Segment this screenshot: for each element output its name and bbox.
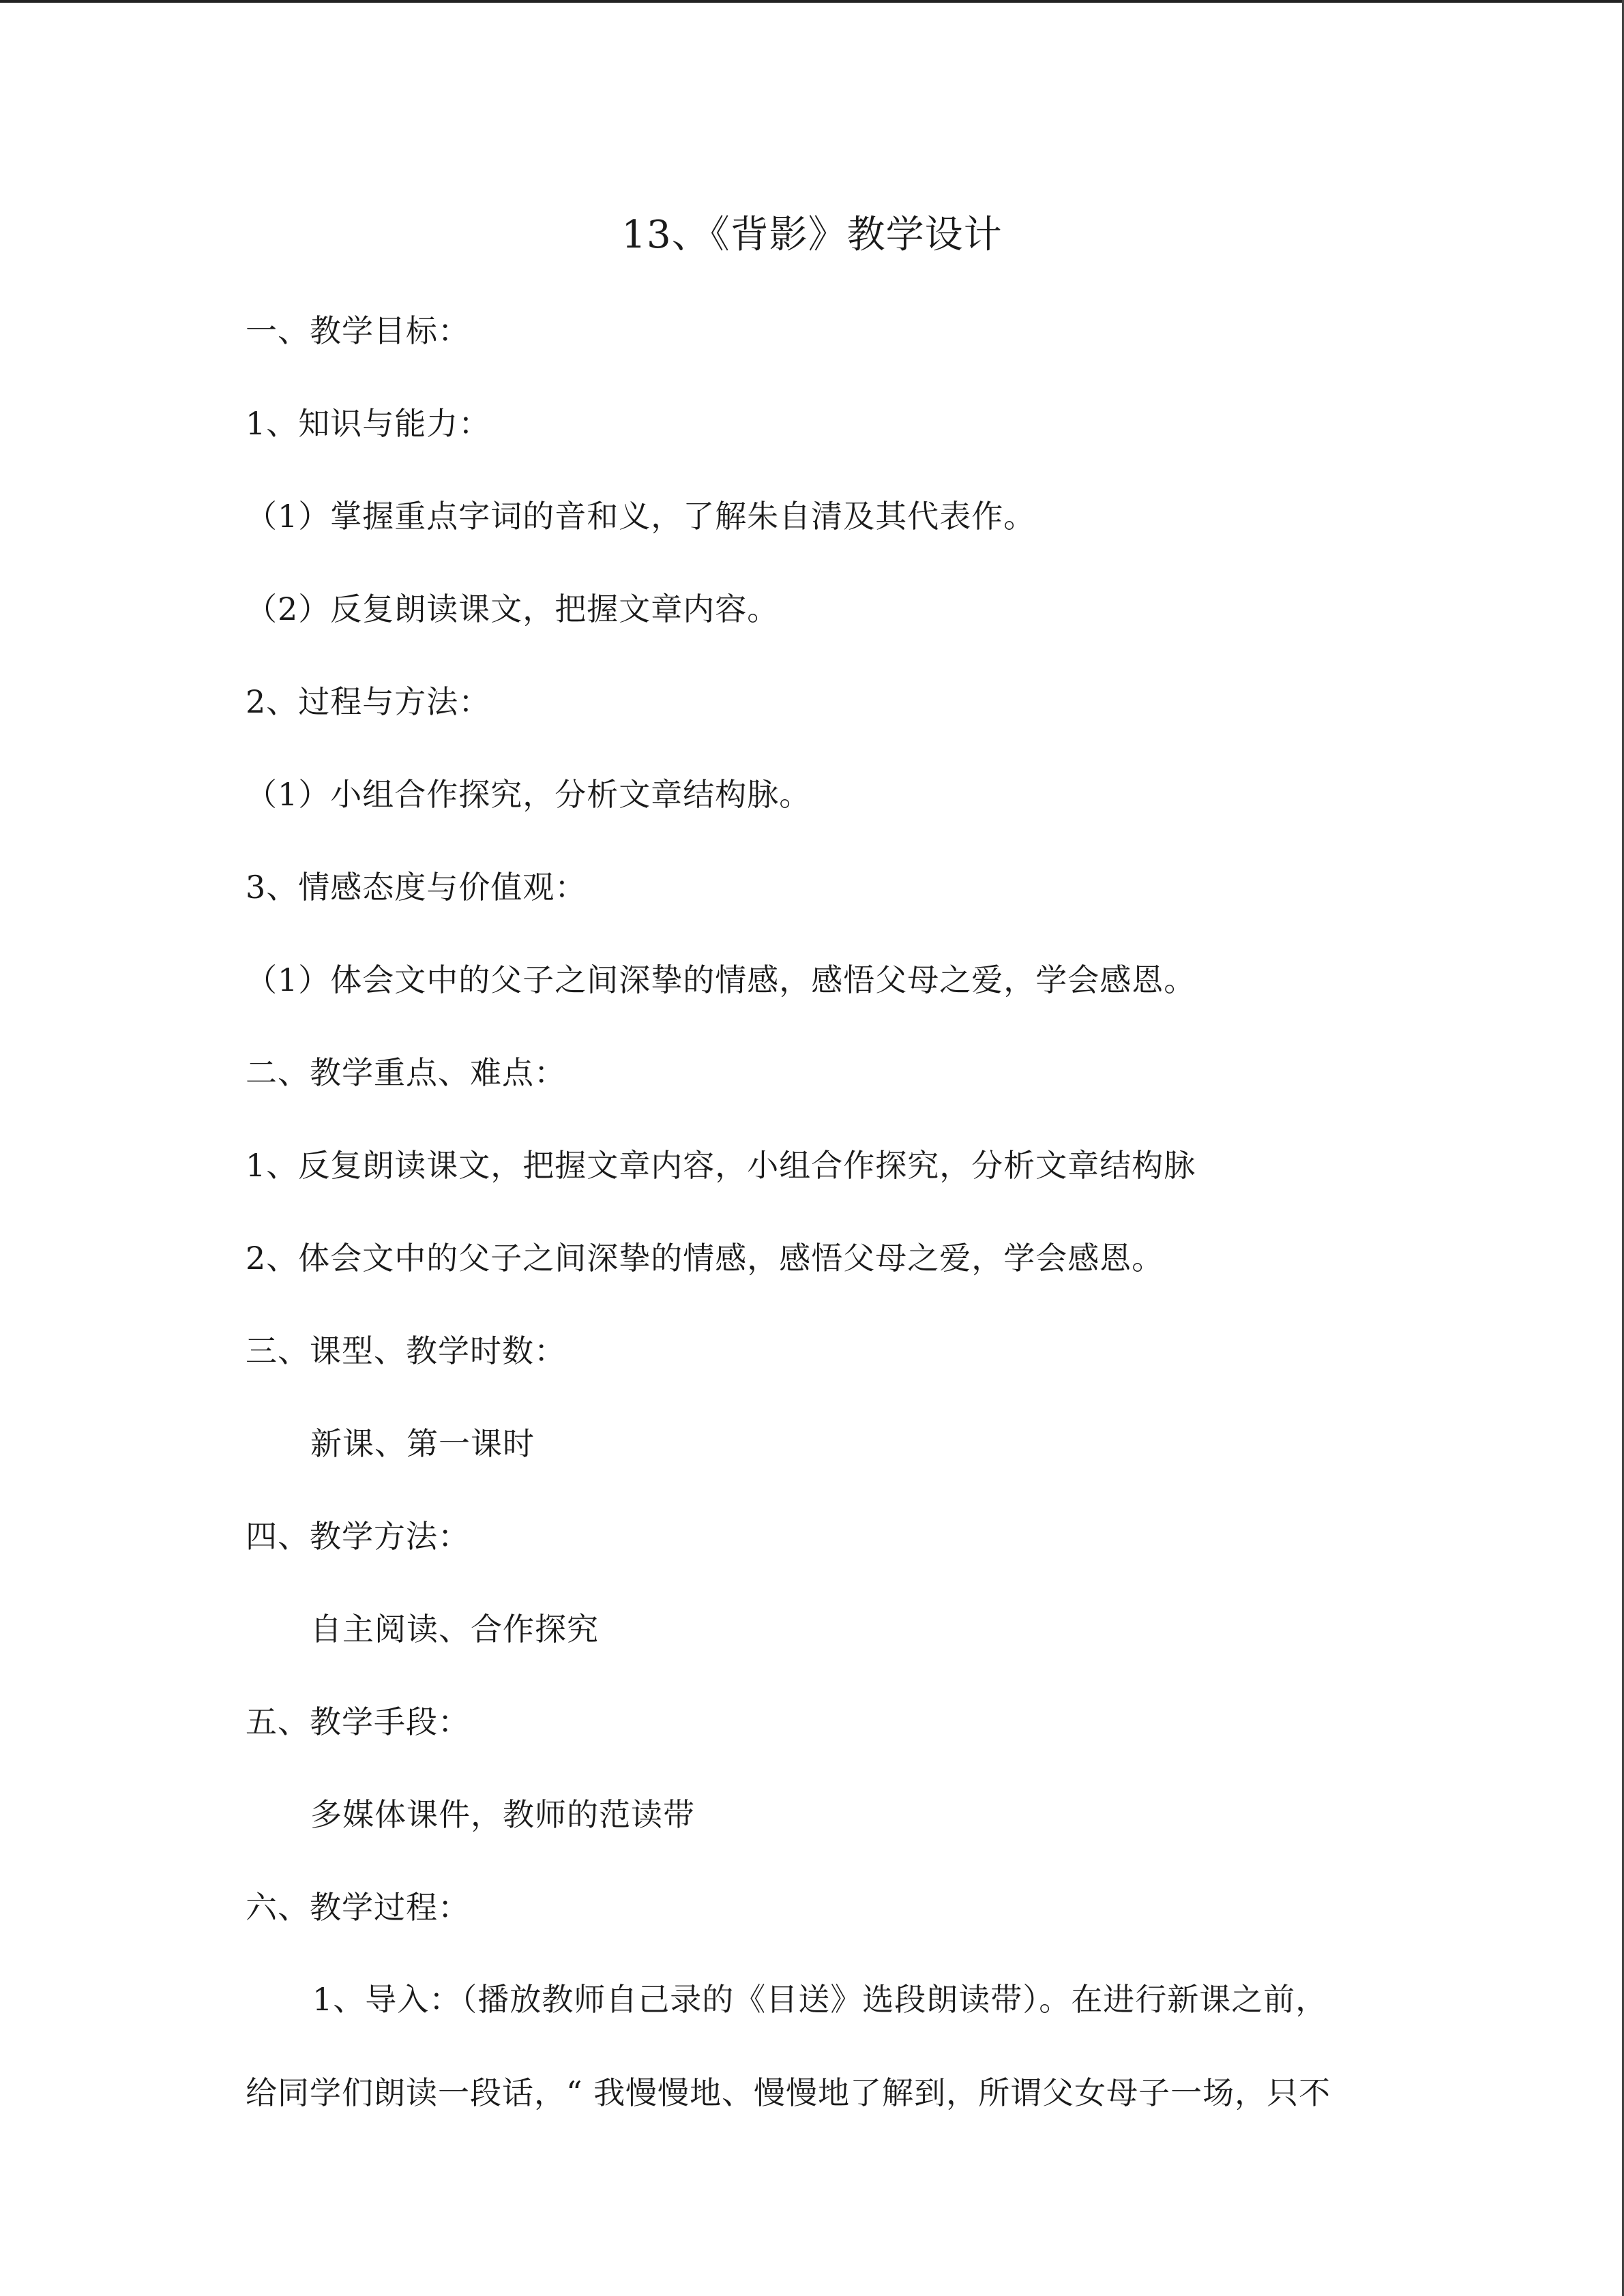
section-heading-methods: 四、教学方法： (246, 1518, 470, 1555)
section-heading-lesson-type: 三、课型、教学时数： (246, 1332, 566, 1369)
subheading-knowledge: 1、知识与能力： (246, 405, 491, 442)
paragraph-line: 给同学们朗读一段话，“ 我慢慢地、慢慢地了解到，所谓父女母子一场，只不 (246, 2074, 1331, 2111)
list-item: （1）体会文中的父子之间深挚的情感，感悟父母之爱，学会感恩。 (246, 961, 1196, 998)
page-top-border (0, 0, 1624, 3)
list-item: 2、体会文中的父子之间深挚的情感，感悟父母之爱，学会感恩。 (246, 1240, 1164, 1277)
body-paragraph (246, 1953, 1371, 2140)
document-title: 13、《背影》教学设计 (621, 213, 1003, 257)
list-item: （1）小组合作探究，分析文章结构脉。 (246, 776, 812, 813)
section-heading-key-points: 二、教学重点、难点： (246, 1054, 566, 1091)
section-content: 多媒体课件，教师的范读带 (310, 1796, 695, 1833)
section-heading-process: 六、教学过程： (246, 1889, 470, 1926)
subheading-process: 2、过程与方法： (246, 683, 491, 720)
list-item: （1）掌握重点字词的音和义，了解朱自清及其代表作。 (246, 498, 1036, 535)
subheading-emotion: 3、情感态度与价值观： (246, 869, 587, 906)
section-heading-objectives: 一、教学目标： (246, 312, 470, 349)
list-item: 1、反复朗读课文，把握文章内容，小组合作探究，分析文章结构脉 (246, 1147, 1196, 1184)
list-item: （2）反复朗读课文，把握文章内容。 (246, 591, 780, 627)
section-content: 自主阅读、合作探究 (310, 1611, 599, 1648)
section-content: 新课、第一课时 (310, 1425, 535, 1462)
paragraph-line: 1、导入：（播放教师自己录的《目送》选段朗读带）。在进行新课之前， (312, 1981, 1328, 2018)
section-heading-means: 五、教学手段： (246, 1703, 470, 1740)
